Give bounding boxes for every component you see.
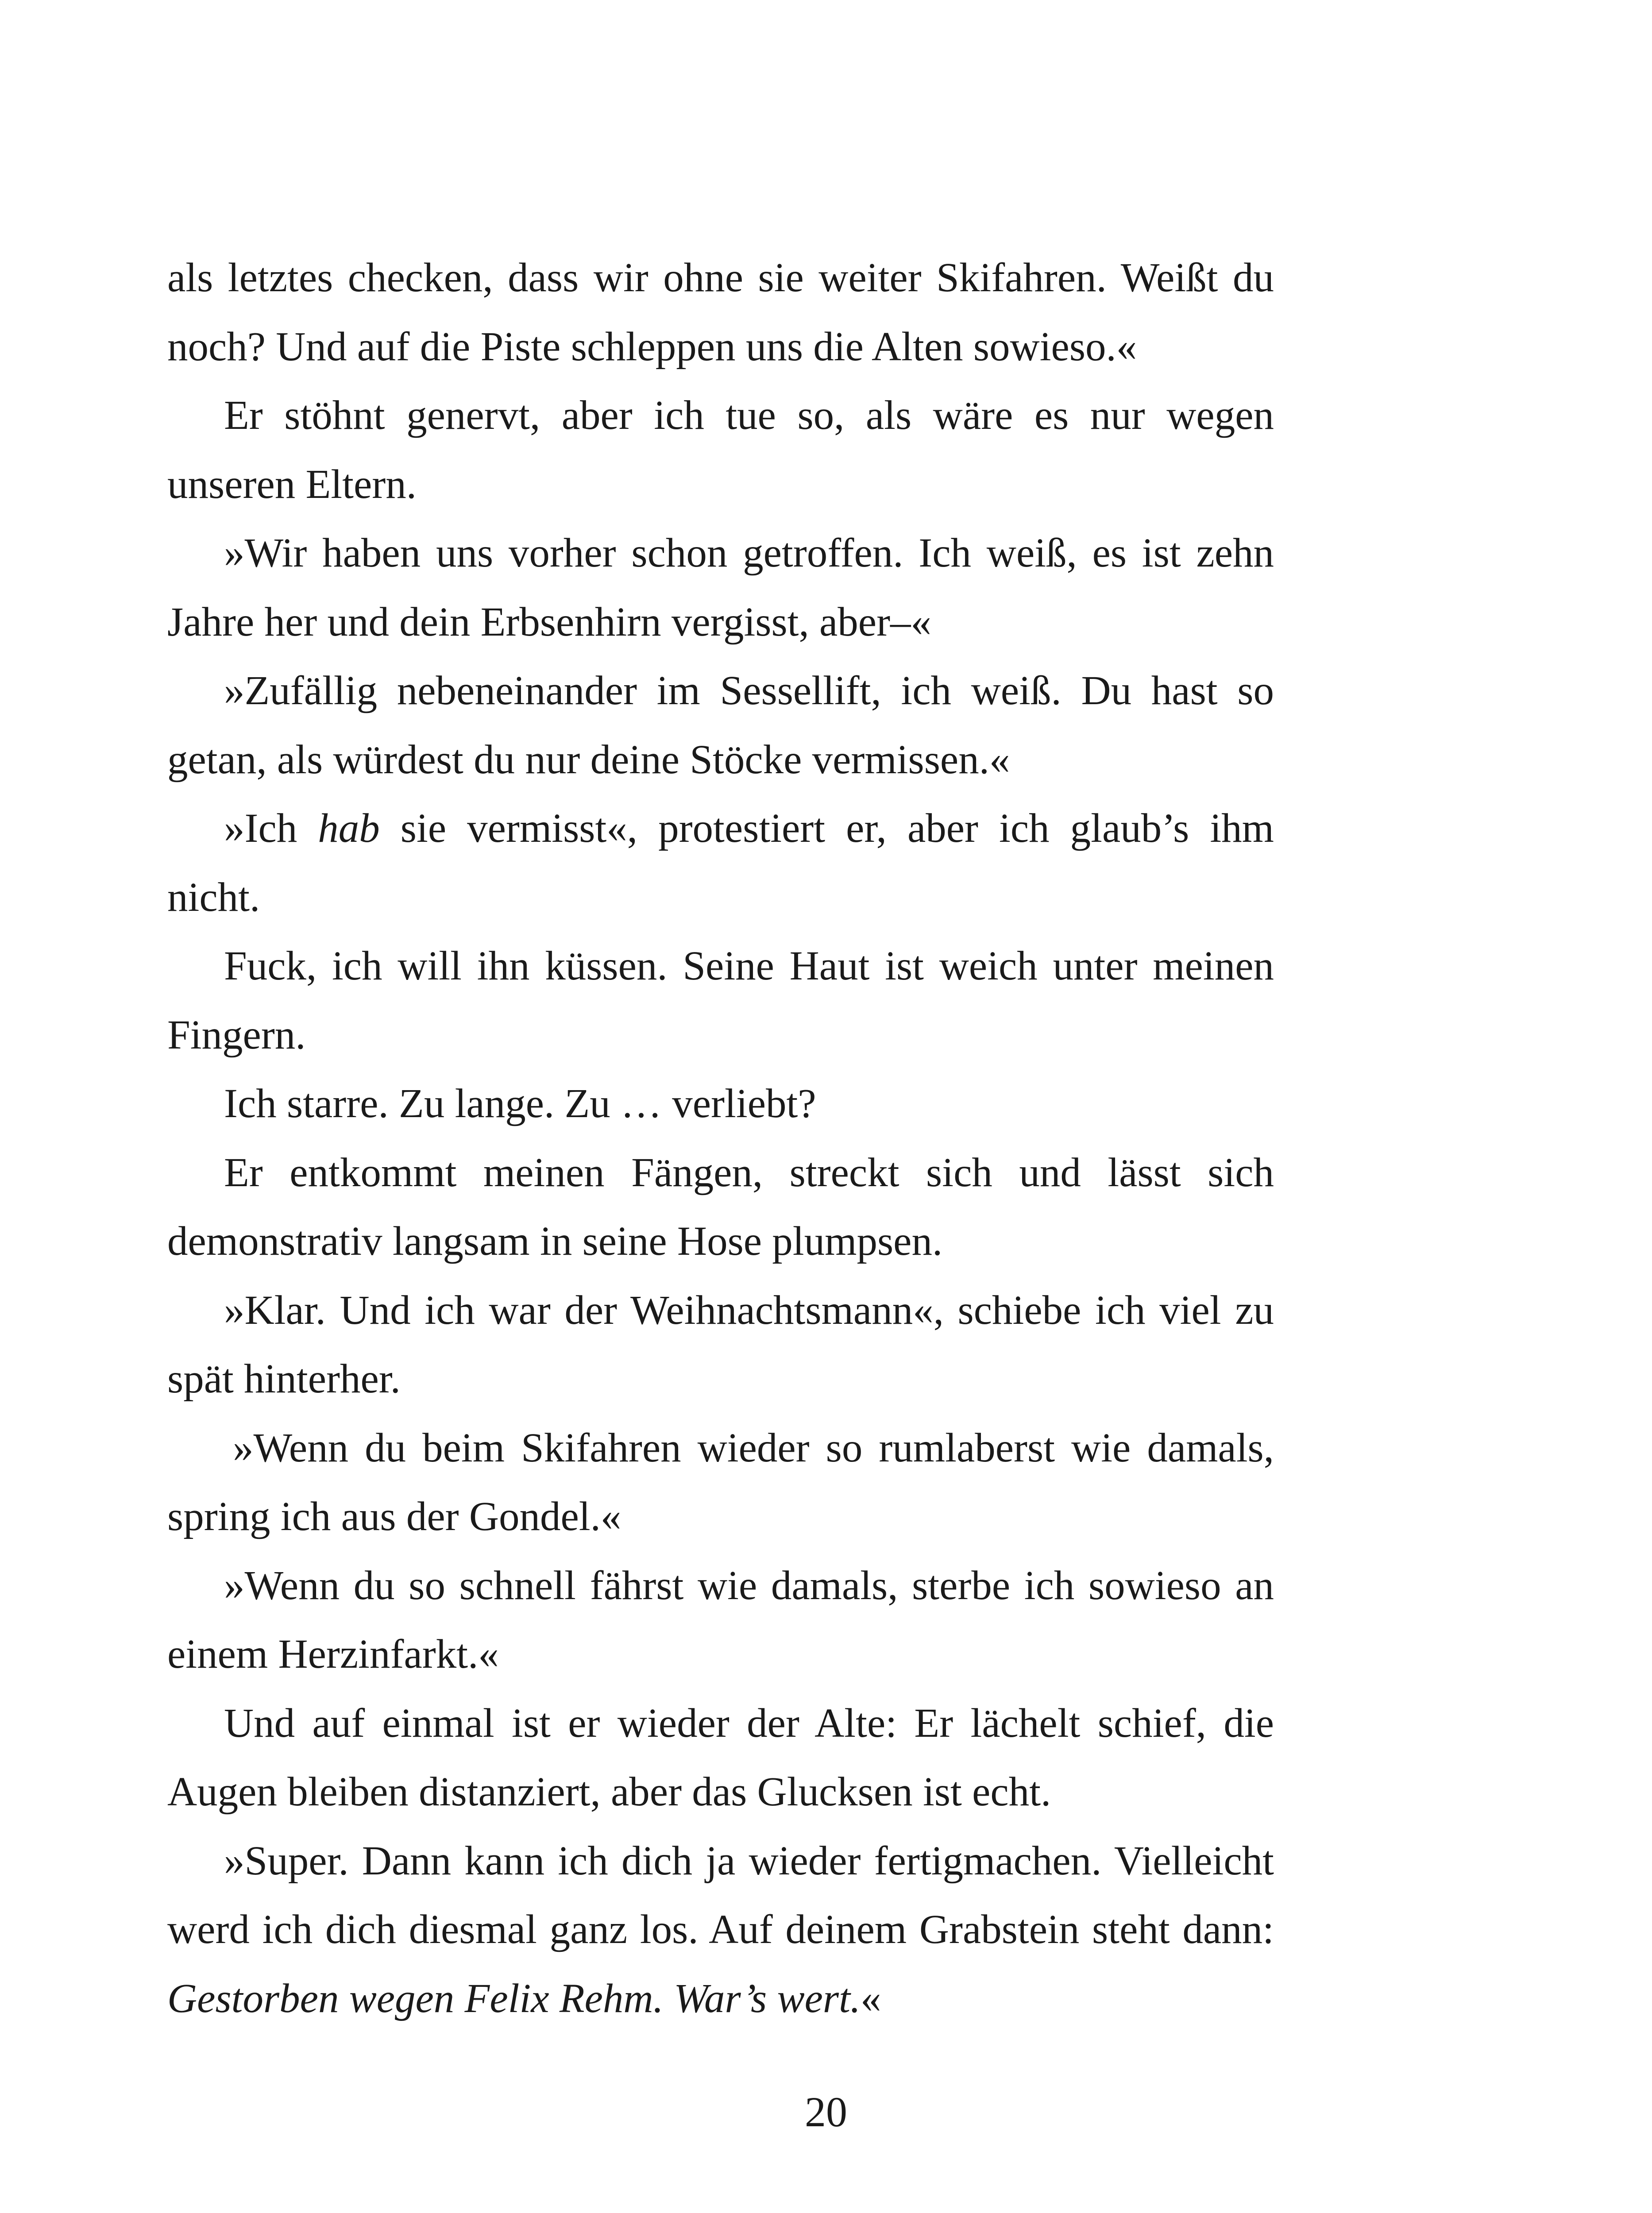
paragraph-3: »Wir haben uns vorher schon getroffen. Ich weiß, es ist zehn Jahre her und dein Erbsenhirn vergisst, aber–« [167, 530, 1274, 645]
paragraph-8: Er entkommt meinen Fängen, streckt sich und lässt sich demonstrativ langsam in seine Hose plumpsen. [167, 1149, 1274, 1264]
paragraph-13-after: « [861, 1975, 881, 2021]
paragraph-13-emphasis: Gestorben wegen Felix Rehm. War’s wert. [167, 1975, 861, 2021]
paragraph-5-before: »Ich [224, 806, 318, 851]
paragraph-5-after: sie vermisst«, protestiert er, aber ich glaub’s ihm nicht. [167, 806, 1274, 920]
body-text [167, 243, 1274, 2033]
paragraph-10: »Wenn du beim Skifahren wieder so rumlaberst wie damals, spring ich aus der Gondel.« [167, 1425, 1274, 1539]
paragraph-1: als letztes checken, dass wir ohne sie weiter Skifahren. Weißt du noch? Und auf die Piste schleppen uns die Alten sowieso.« [167, 255, 1274, 370]
paragraph-4: »Zufällig nebeneinander im Sessellift, ich weiß. Du hast so getan, als würdest du nur deine Stöcke vermissen.« [167, 668, 1274, 783]
paragraph-7: Ich starre. Zu lange. Zu … verliebt? [224, 1081, 816, 1126]
paragraph-12: Und auf einmal ist er wieder der Alte: Er lächelt schief, die Augen bleiben distanziert, aber das Glucksen ist echt. [167, 1700, 1274, 1815]
paragraph-13-before: »Super. Dann kann ich dich ja wieder fertigmachen. Vielleicht werd ich dich diesmal ganz los. Auf deinem Grabstein steht dann: [167, 1838, 1274, 1952]
paragraph-2: Er stöhnt genervt, aber ich tue so, als wäre es nur wegen unseren Eltern. [167, 393, 1274, 507]
paragraph-6: Fuck, ich will ihn küssen. Seine Haut ist weich unter meinen Fingern. [167, 943, 1274, 1058]
paragraph-5-emphasis: hab [318, 806, 380, 851]
paragraph-11: »Wenn du so schnell fährst wie damals, sterbe ich sowieso an einem Herzinfarkt.« [167, 1562, 1274, 1677]
paragraph-13 [167, 1827, 1274, 2033]
paragraph-5 [167, 794, 1274, 932]
paragraph-9: »Klar. Und ich war der Weihnachtsmann«, schiebe ich viel zu spät hinterher. [167, 1287, 1274, 1402]
page-number: 20 [805, 2088, 847, 2136]
